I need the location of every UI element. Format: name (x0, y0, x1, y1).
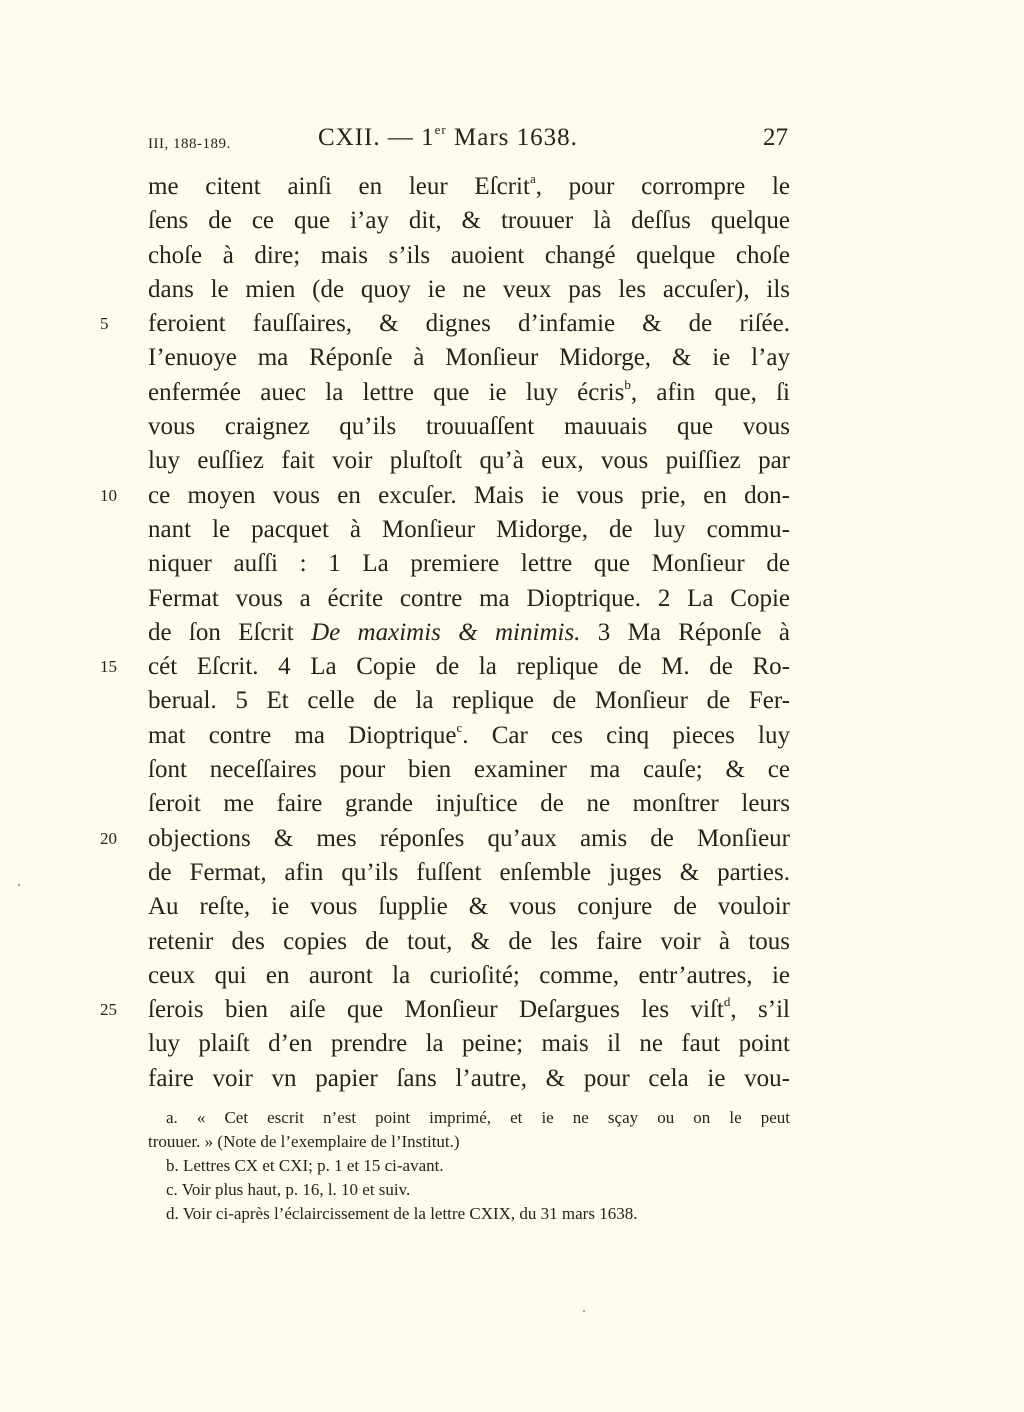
line-number: 20 (100, 828, 117, 848)
text-line (148, 856, 790, 890)
line-text: , s’il (730, 996, 790, 1024)
text-line (148, 925, 790, 959)
paper-speck (18, 884, 20, 886)
running-header (148, 122, 790, 162)
footnote-marker: b (624, 376, 631, 392)
line-number: 5 (100, 314, 109, 334)
line-text: mat contre ma Dioptrique (148, 721, 457, 749)
line-text: . Car ces cinq pieces luy (462, 721, 791, 749)
line-text: ceux qui en auront la curioſité; comme, entr’autres, ie (148, 961, 790, 989)
text-line (148, 204, 790, 238)
text-line (148, 273, 790, 307)
letter-title-suffix: Mars 1638. (446, 124, 578, 151)
footnote-c: c. Voir plus haut, p. 16, l. 10 et suiv. (166, 1180, 411, 1199)
text-line (148, 684, 790, 718)
line-text: I’enuoye ma Réponſe à Monſieur Midorge, & ie l’ay (148, 344, 790, 372)
text-line (148, 410, 790, 444)
footnote-a: a. « Cet escrit n’est point imprimé, et ie ne sçay ou on le peut (166, 1108, 790, 1127)
line-text: Fermat vous a écrite contre ma Dioptrique. 2 La Copie (148, 584, 790, 612)
line-text: luy plaiſt d’en prendre la peine; mais il ne faut point (148, 1030, 790, 1058)
line-text: niquer auſſi : 1 La premiere lettre que Monſieur de (148, 550, 790, 578)
line-text: , pour corrompre le (535, 173, 791, 200)
text-line (148, 959, 790, 993)
text-line (100, 479, 790, 513)
text-line (148, 1027, 790, 1061)
line-text: Au reſte, ie vous ſupplie & vous conjure de vouloir (148, 893, 790, 921)
text-line (148, 719, 790, 753)
line-text: ſerois bien aiſe que Monſieur Deſargues les viſt (148, 996, 724, 1024)
text-line (148, 239, 790, 273)
footnote-marker: a (529, 171, 536, 186)
text-line (148, 170, 790, 204)
text-line (148, 582, 790, 616)
text-line (100, 650, 790, 684)
text-line (148, 341, 790, 375)
letter-title (318, 122, 578, 152)
line-text: vous craignez qu’ils trouuaſſent mauuais que vous (148, 413, 790, 441)
footnote-marker: c (456, 719, 463, 735)
line-text: faire voir vn papier ſans l’autre, & pour cela ie vou- (148, 1064, 790, 1092)
footnote-d: d. Voir ci-après l’éclaircissement de la lettre CXIX, du 31 mars 1638. (166, 1204, 638, 1223)
paper-speck (583, 1310, 585, 1312)
text-line (148, 616, 790, 650)
letter-title-sup: er (434, 122, 447, 137)
letter-title-prefix: CXII. — 1 (318, 124, 435, 151)
line-text: luy euſſiez fait voir pluſtoſt qu’à eux, vous puiſſiez par (148, 447, 790, 475)
line-text: berual. 5 Et celle de la replique de Monſieur de Fer- (148, 687, 790, 715)
text-line (148, 513, 790, 547)
line-text: objections & mes réponſes qu’aux amis de Monſieur (148, 824, 790, 852)
line-text: retenir des copies de tout, & de les faire voir à tous (148, 927, 790, 955)
line-text: choſe à dire; mais s’ils auoient changé quelque choſe (148, 241, 790, 269)
footnotes (148, 1106, 790, 1226)
footnote-a-continued: trouuer. » (Note de l’exemplaire de l’Institut.) (148, 1132, 460, 1151)
line-text: de Fermat, afin qu’ils fuſſent enſemble juges & parties. (148, 858, 790, 886)
text-line (148, 1062, 790, 1096)
footnote-b: b. Lettres CX et CXI; p. 1 et 15 ci-avant. (166, 1156, 444, 1175)
text-line (100, 307, 790, 341)
line-text: cét Eſcrit. 4 La Copie de la replique de M. de Ro- (148, 653, 790, 681)
line-text: de ſon Eſcrit (148, 618, 312, 646)
text-line (100, 993, 790, 1027)
text-line (148, 787, 790, 821)
line-text: ſont neceſſaires pour bien examiner ma cauſe; & ce (148, 756, 790, 784)
line-number: 10 (100, 485, 117, 505)
line-number: 25 (100, 1000, 117, 1020)
text-line (148, 376, 790, 410)
volume-reference: III, 188-189. (148, 136, 231, 152)
line-text: ce moyen vous en excuſer. Mais ie vous prie, en don- (148, 481, 790, 509)
text-line (100, 822, 790, 856)
text-line (148, 547, 790, 581)
footnote-marker: d (723, 994, 731, 1010)
italic-title: De maximis & minimis. (311, 618, 581, 646)
line-text: feroient fauſſaires, & dignes d’infamie & de riſée. (148, 310, 790, 338)
text-line (148, 444, 790, 478)
line-text: , afin que, ſi (630, 378, 790, 406)
line-text: 3 Ma Réponſe à (580, 618, 791, 646)
line-text: me citent ainſi en leur Eſcrit (148, 173, 530, 200)
line-text: ſeroit me faire grande injuſtice de ne monſtrer leurs (148, 790, 790, 818)
line-number: 15 (100, 657, 117, 677)
line-text: enfermée auec la lettre que ie luy écris (148, 378, 625, 406)
text-line (148, 890, 790, 924)
line-text: ſens de ce que i’ay dit, & trouuer là deſſus quelque (148, 207, 790, 235)
line-text: dans le mien (de quoy ie ne veux pas les accuſer), ils (148, 275, 790, 303)
page-number: 27 (763, 124, 788, 151)
text-line (148, 753, 790, 787)
letter-body (100, 170, 791, 1096)
line-text: nant le pacquet à Monſieur Midorge, de luy commu- (148, 515, 790, 543)
